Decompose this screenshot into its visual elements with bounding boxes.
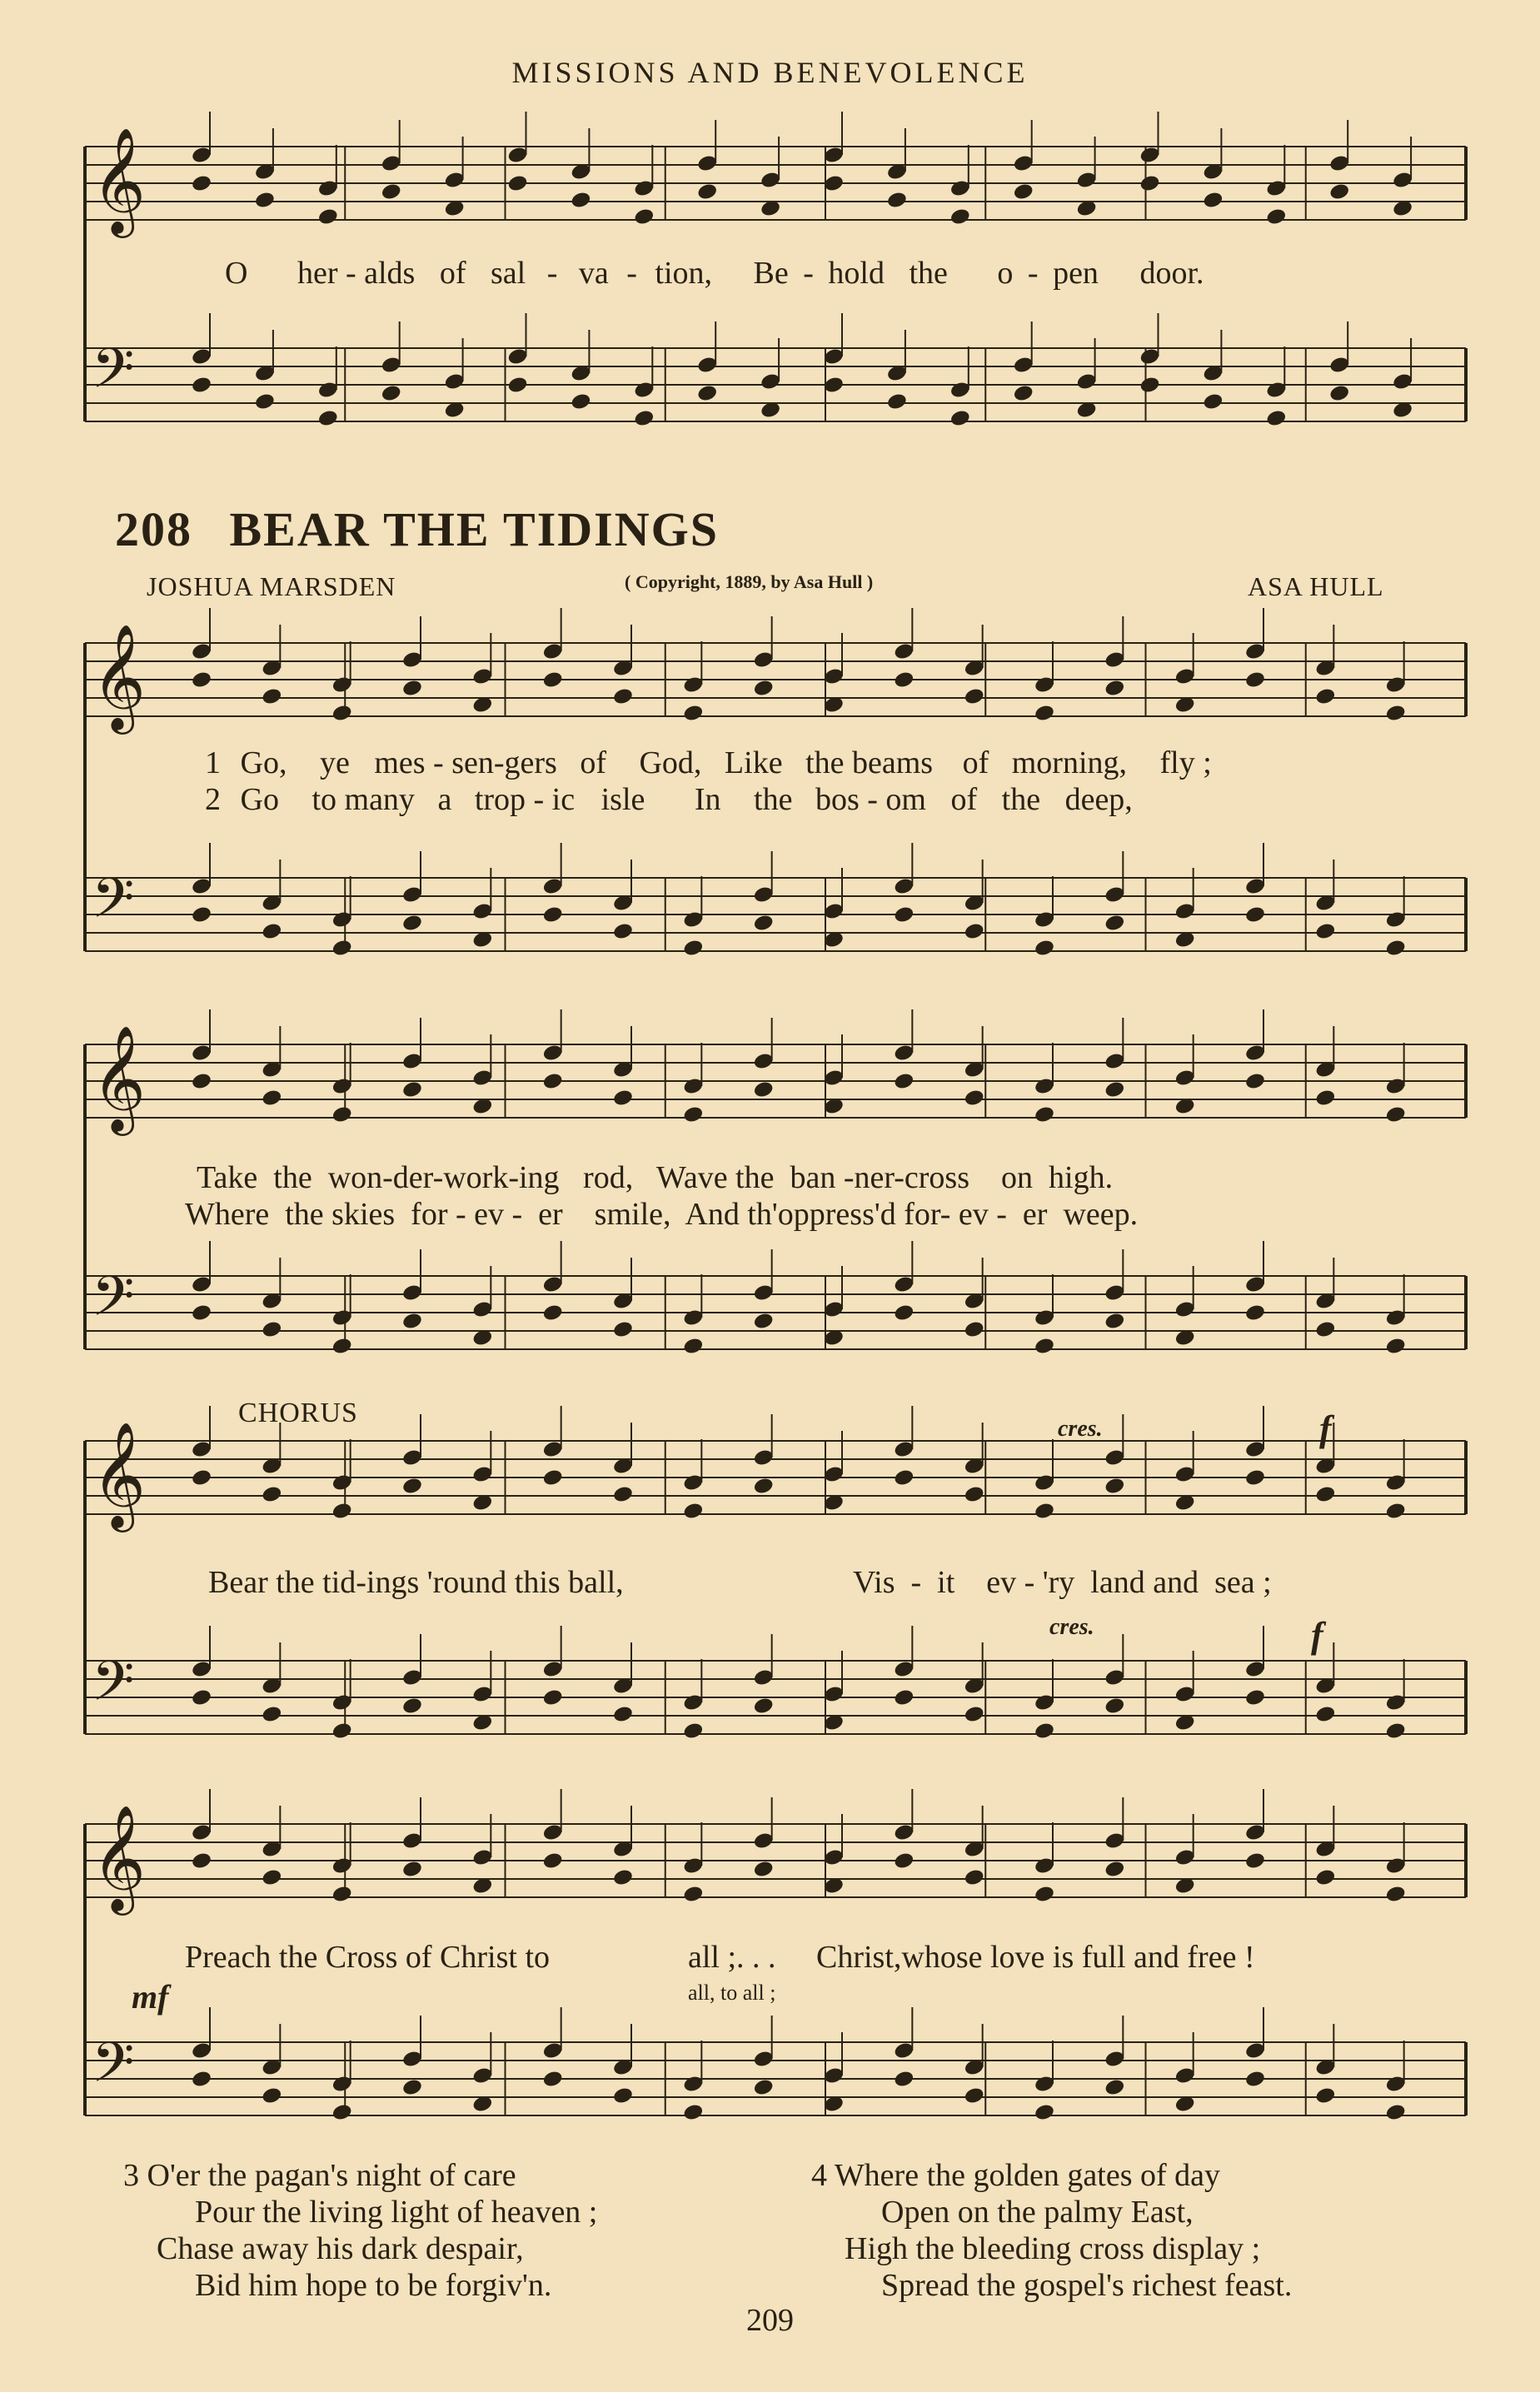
treble-clef: 𝄞 <box>92 127 147 233</box>
bass-2-note <box>893 1688 915 1707</box>
lyric-word: the <box>1001 782 1041 817</box>
lyric-word: to many <box>311 782 415 817</box>
treble-0-note <box>542 670 564 690</box>
bass-2-note <box>542 1688 564 1707</box>
treble-clef: 𝄞 <box>92 1024 147 1131</box>
bass-3-note <box>1034 2103 1055 2122</box>
bass-clef: 𝄢 <box>92 1649 135 1727</box>
prev-bass-note <box>570 392 591 411</box>
treble-3-note <box>964 1868 985 1887</box>
treble-0-note <box>1385 704 1407 723</box>
prev-treble-note <box>1013 182 1034 202</box>
treble-2-note <box>191 1468 212 1488</box>
bass-1-note <box>1385 1337 1407 1356</box>
bass-0-note <box>612 922 634 941</box>
treble-1-note <box>753 1080 775 1099</box>
bass-2-note <box>682 1722 704 1741</box>
lyric-word: a <box>437 782 452 817</box>
verse2-line1 <box>205 781 1133 818</box>
hymn-number: 208 <box>115 502 192 556</box>
prev-lyric-word: va <box>578 256 609 291</box>
bass-1-note <box>1034 1337 1055 1356</box>
treble-0-note <box>753 679 775 698</box>
treble-0-note <box>1104 679 1125 698</box>
bass-3-note <box>753 2078 775 2097</box>
lyric-word: Go <box>240 782 279 817</box>
treble-0-note <box>1314 687 1336 706</box>
prev-bass-note <box>254 392 276 411</box>
bass-2-note <box>1314 1705 1336 1724</box>
prev-treble-note <box>1202 191 1224 210</box>
cres-marking: cres. <box>1058 1416 1103 1442</box>
bass-1-note <box>682 1337 704 1356</box>
treble-clef: 𝄞 <box>92 1421 147 1527</box>
treble-2-note <box>542 1468 564 1488</box>
treble-3-note <box>331 1885 353 1904</box>
bass-2-note <box>261 1705 282 1724</box>
prev-treble-note <box>317 207 339 227</box>
treble-clef: 𝄞 <box>92 623 147 730</box>
treble-0-note <box>893 670 915 690</box>
bass-1-note <box>893 1303 915 1323</box>
lyric-word: deep, <box>1064 782 1133 817</box>
prev-treble-note <box>886 191 908 210</box>
cres-marking-bass: cres. <box>1049 1614 1094 1640</box>
prev-bass-note <box>191 376 212 395</box>
treble-0-note <box>261 687 282 706</box>
chorus-line1: Bear the tid-ings 'round this ball, <box>208 1565 624 1600</box>
treble-0-note <box>964 687 985 706</box>
chorus-line2b: all ;. . . <box>688 1940 776 1975</box>
forte-marking: f <box>1319 1408 1332 1449</box>
treble-3-note <box>191 1851 212 1871</box>
treble-3-note <box>1385 1885 1407 1904</box>
prev-lyric-word: Be <box>753 256 789 291</box>
verse2-line2: Where the skies for - ev - er smile, And th'oppress'd for- ev - er weep. <box>185 1197 1139 1232</box>
treble-0-note <box>682 704 704 723</box>
treble-2-note <box>753 1477 775 1496</box>
treble-1-note <box>682 1105 704 1124</box>
bass-2-note <box>191 1688 212 1707</box>
treble-1-note <box>542 1072 564 1091</box>
bass-0-note <box>191 905 212 924</box>
lyric-word: fly ; <box>1159 745 1212 780</box>
bass-0-note <box>1034 939 1055 958</box>
lyric-word: Go, <box>240 745 287 780</box>
treble-1-note <box>893 1072 915 1091</box>
bass-1-note <box>612 1320 634 1339</box>
verse-line: Spread the gospel's richest feast. <box>881 2268 1293 2303</box>
prev-lyric-word: door. <box>1139 256 1204 291</box>
prev-lyric-word: hold <box>828 256 885 291</box>
prev-bass-note <box>696 384 718 403</box>
treble-1-note <box>1244 1072 1266 1091</box>
bass-1-note <box>1244 1303 1266 1323</box>
bass-3-note <box>893 2070 915 2089</box>
treble-0-note <box>191 670 212 690</box>
bass-3-note <box>1385 2103 1407 2122</box>
verse1-line1 <box>205 745 1212 781</box>
running-title: MISSIONS AND BENEVOLENCE <box>511 56 1029 89</box>
prev-lyric-word: the <box>909 256 948 291</box>
treble-3-note <box>1104 1860 1125 1879</box>
bass-0-note <box>401 914 423 933</box>
bass-3-note <box>1314 2086 1336 2105</box>
prev-treble-note <box>381 182 402 202</box>
treble-2-note <box>893 1468 915 1488</box>
treble-0-note <box>612 687 634 706</box>
treble-3-note <box>1314 1868 1336 1887</box>
bass-3-note <box>261 2086 282 2105</box>
lyric-word: mes - sen-gers <box>374 745 557 780</box>
verse-3 <box>123 2157 597 2304</box>
lyric-word: ye <box>319 745 350 780</box>
bass-clef: 𝄢 <box>92 2031 135 2108</box>
treble-2-note <box>1104 1477 1125 1496</box>
prev-treble-note <box>570 191 591 210</box>
treble-3-note <box>893 1851 915 1871</box>
prev-treble-note <box>1139 174 1160 193</box>
prev-treble-note <box>191 174 212 193</box>
prev-treble-note <box>633 207 655 227</box>
bass-2-note <box>401 1697 423 1716</box>
treble-2-note <box>1314 1485 1336 1504</box>
bass-2-note <box>612 1705 634 1724</box>
bass-1-note <box>191 1303 212 1323</box>
treble-1-note <box>401 1080 423 1099</box>
bass-0-note <box>1104 914 1125 933</box>
bass-0-note <box>1385 939 1407 958</box>
prev-treble-note <box>506 174 528 193</box>
bass-3-note <box>401 2078 423 2097</box>
prev-bass-note <box>886 392 908 411</box>
treble-3-note <box>261 1868 282 1887</box>
bass-3-note <box>191 2070 212 2089</box>
treble-2-note <box>261 1485 282 1504</box>
treble-2-note <box>612 1485 634 1504</box>
treble-1-note <box>1314 1089 1336 1108</box>
treble-1-note <box>612 1089 634 1108</box>
hymn-composer: ASA HULL <box>1248 571 1384 601</box>
lyric-word: God, <box>639 745 702 780</box>
lyric-word: of <box>950 782 978 817</box>
treble-3-note <box>401 1860 423 1879</box>
treble-2-note <box>331 1502 353 1521</box>
bass-2-note <box>1244 1688 1266 1707</box>
hymn-title: BEAR THE TIDINGS <box>229 502 720 556</box>
prev-lyric-word: of <box>439 256 466 291</box>
verse-number: 2 <box>205 782 221 817</box>
treble-1-note <box>191 1072 212 1091</box>
prev-treble-note <box>1265 207 1287 227</box>
bass-1-note <box>1314 1320 1336 1339</box>
prev-bass-note <box>633 409 655 428</box>
verse-number: 1 <box>205 745 221 780</box>
prev-treble-note <box>696 182 718 202</box>
verse-line: Bid him hope to be forgiv'n. <box>195 2268 552 2303</box>
prev-bass-note <box>1202 392 1224 411</box>
prev-bass-note <box>1139 376 1160 395</box>
treble-1-note <box>964 1089 985 1108</box>
bass-0-note <box>753 914 775 933</box>
treble-0-note <box>331 704 353 723</box>
prev-bass-note <box>1013 384 1034 403</box>
lyric-word: isle <box>601 782 645 817</box>
treble-0-note <box>1244 670 1266 690</box>
hymn-copyright: ( Copyright, 1889, by Asa Hull ) <box>625 571 874 592</box>
bass-2-note <box>1034 1722 1055 1741</box>
bass-0-note <box>1244 905 1266 924</box>
mezzo-forte-marking: mf <box>132 1978 169 2016</box>
bass-1-note <box>542 1303 564 1323</box>
treble-3-note <box>612 1868 634 1887</box>
bass-3-note <box>682 2103 704 2122</box>
verse-4 <box>811 2157 1292 2304</box>
bass-2-note <box>1385 1722 1407 1741</box>
prev-treble-note <box>1328 182 1350 202</box>
treble-2-note <box>682 1502 704 1521</box>
lyric-word: of <box>962 745 989 780</box>
bass-2-note <box>1104 1697 1125 1716</box>
bass-2-note <box>753 1697 775 1716</box>
bass-clef: 𝄢 <box>92 866 135 944</box>
forte-marking-bass: f <box>1311 1615 1323 1656</box>
chorus-line2: Preach the Cross of Christ to <box>185 1940 551 1975</box>
bass-1-note <box>261 1320 282 1339</box>
treble-3-note <box>1034 1885 1055 1904</box>
chorus-line1b: Vis - it ev - 'ry land and sea ; <box>853 1565 1272 1600</box>
treble-3-note <box>542 1851 564 1871</box>
prev-treble-note <box>949 207 971 227</box>
verse-line: 3 O'er the pagan's night of care <box>123 2158 516 2193</box>
treble-2-note <box>964 1485 985 1504</box>
bass-1-note <box>964 1320 985 1339</box>
bass-clef: 𝄢 <box>92 1264 135 1342</box>
verse-line: High the bleeding cross display ; <box>845 2231 1261 2266</box>
hymn-author: JOSHUA MARSDEN <box>147 571 396 601</box>
lyric-word: morning, <box>1011 745 1128 780</box>
bass-0-note <box>682 939 704 958</box>
bass-3-note <box>612 2086 634 2105</box>
bass-1-note <box>331 1337 353 1356</box>
lyric-word: Like <box>724 745 783 780</box>
bass-2-note <box>331 1722 353 1741</box>
treble-3-note <box>1244 1851 1266 1871</box>
treble-1-note <box>1385 1105 1407 1124</box>
prev-bass-note <box>949 409 971 428</box>
treble-0-note <box>1034 704 1055 723</box>
treble-1-note <box>331 1105 353 1124</box>
bass-clef: 𝄢 <box>92 336 135 414</box>
prev-lyric-word: tion, <box>655 256 713 291</box>
prev-bass-note <box>1328 384 1350 403</box>
bass-1-note <box>401 1312 423 1331</box>
lyric-word: the beams <box>805 745 934 780</box>
treble-0-note <box>401 679 423 698</box>
bass-1-note <box>1104 1312 1125 1331</box>
treble-2-note <box>1244 1468 1266 1488</box>
prev-bass-note <box>1265 409 1287 428</box>
treble-2-note <box>1385 1502 1407 1521</box>
treble-1-note <box>1034 1105 1055 1124</box>
hymn-heading <box>115 501 719 557</box>
treble-2-note <box>1034 1502 1055 1521</box>
prev-lyric-word: - <box>546 256 558 291</box>
chorus-line2c: Christ,whose love is full and free ! <box>816 1940 1255 1975</box>
bass-3-note <box>331 2103 353 2122</box>
bass-3-note <box>964 2086 985 2105</box>
prev-bass-note <box>381 384 402 403</box>
treble-clef: 𝄞 <box>92 1804 147 1911</box>
treble-2-note <box>401 1477 423 1496</box>
prev-lyric-word: - <box>803 256 814 291</box>
prev-hymn-lyric <box>225 255 1204 292</box>
verse-line: Chase away his dark despair, <box>157 2231 524 2266</box>
treble-3-note <box>682 1885 704 1904</box>
bass-0-note <box>1314 922 1336 941</box>
prev-treble-note <box>254 191 276 210</box>
lyric-word: the <box>754 782 793 817</box>
bass-3-note <box>1244 2070 1266 2089</box>
lyric-word: bos - om <box>815 782 926 817</box>
bass-0-note <box>261 922 282 941</box>
page-number: 209 <box>746 2303 794 2338</box>
bass-0-note <box>964 922 985 941</box>
bass-0-note <box>542 905 564 924</box>
verse1-line2: Take the won-der-work-ing rod, Wave the ban -ner-cross on high. <box>197 1160 1114 1195</box>
treble-3-note <box>753 1860 775 1879</box>
prev-lyric-word: - <box>626 256 637 291</box>
lyric-word: of <box>580 745 606 780</box>
prev-bass-note <box>317 409 339 428</box>
verse-line: 4 Where the golden gates of day <box>811 2158 1221 2193</box>
chorus-label: CHORUS <box>238 1398 358 1428</box>
prev-lyric-word: her - alds <box>297 256 416 291</box>
lyric-word: trop - ic <box>474 782 576 817</box>
prev-lyric-word: pen <box>1053 256 1099 291</box>
prev-lyric-word: - <box>1027 256 1039 291</box>
prev-lyric-word: O <box>225 256 248 291</box>
prev-lyric-word: o <box>997 256 1014 291</box>
bass-1-note <box>753 1312 775 1331</box>
bass-0-note <box>331 939 353 958</box>
verse-line: Open on the palmy East, <box>881 2195 1194 2230</box>
bass-echo-lyric: all, to all ; <box>688 1981 776 2005</box>
lyric-word: In <box>694 782 721 817</box>
prev-lyric-word: sal <box>491 256 526 291</box>
treble-1-note <box>1104 1080 1125 1099</box>
bass-3-note <box>1104 2078 1125 2097</box>
treble-1-note <box>261 1089 282 1108</box>
bass-3-note <box>542 2070 564 2089</box>
verse-line: Pour the living light of heaven ; <box>195 2195 598 2230</box>
prev-bass-note <box>506 376 528 395</box>
bass-2-note <box>964 1705 985 1724</box>
bass-0-note <box>893 905 915 924</box>
